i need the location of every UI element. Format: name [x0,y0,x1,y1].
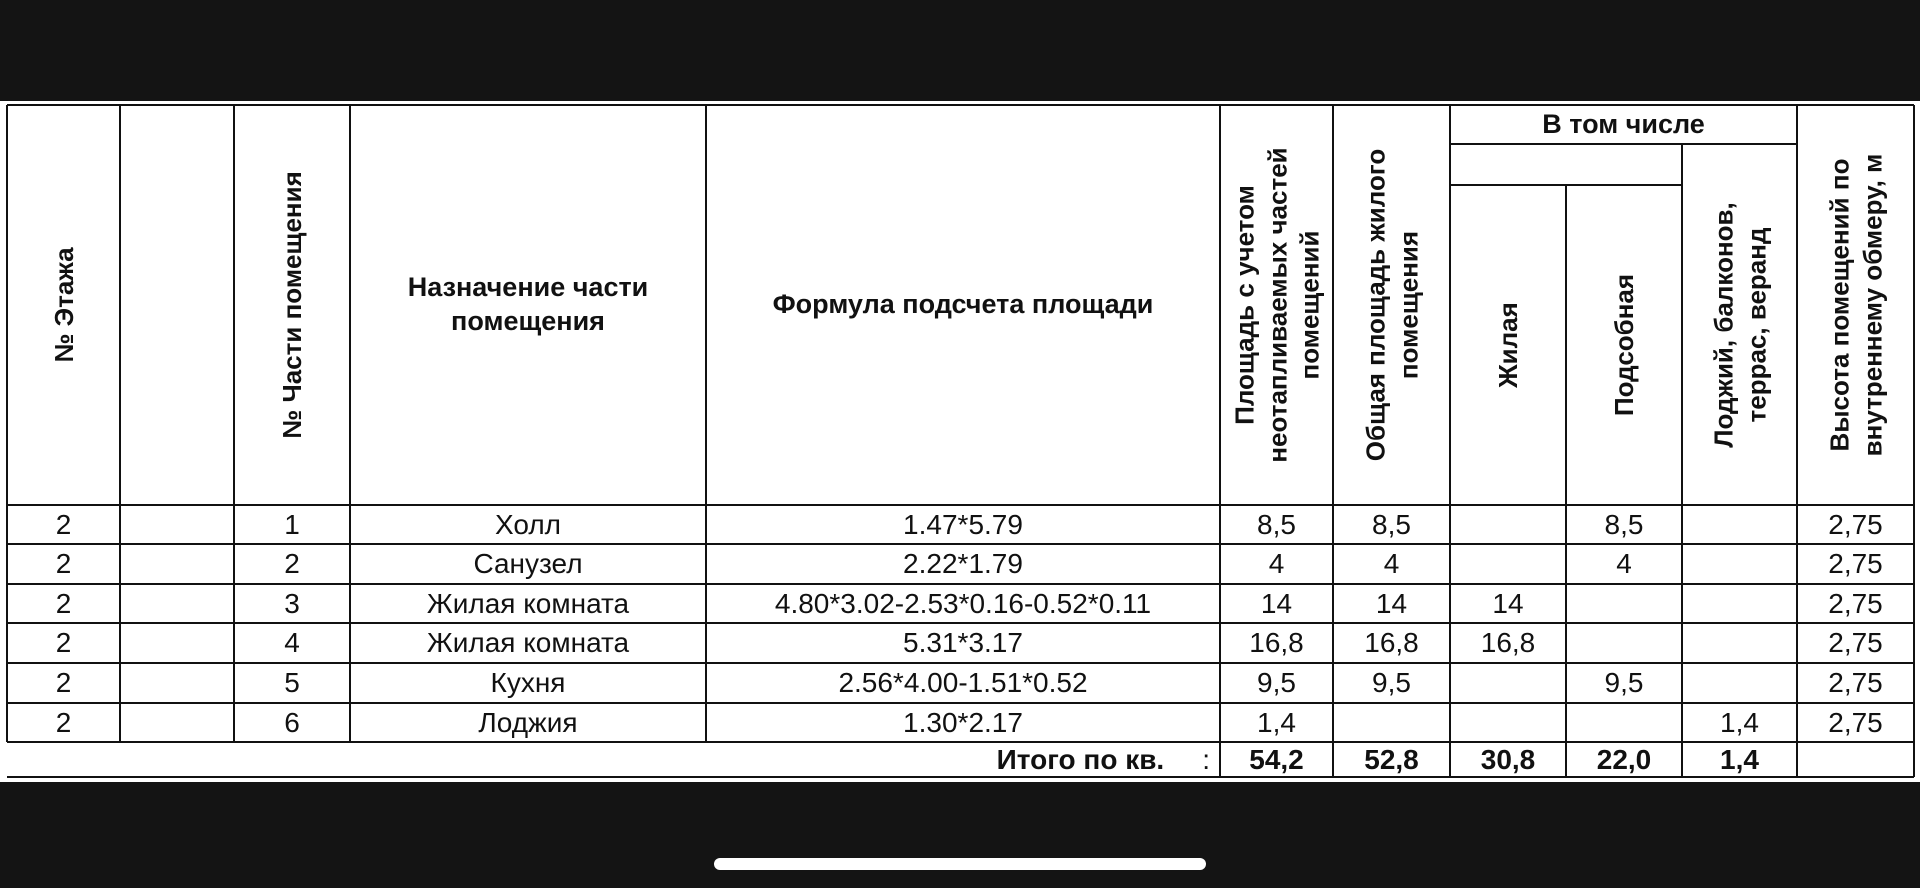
totals-loggia: 1,4 [1720,743,1759,775]
cell-height: 2,75 [1828,706,1883,738]
cell-aux [1566,703,1682,742]
cell-formula: 2.22*1.79 [903,548,1023,579]
cell-floor: 2 [55,548,72,579]
cell-height: 2,75 [1828,508,1883,540]
header-part-number: № Части помещения [276,171,307,439]
cell-total: 14 [1375,587,1408,619]
home-indicator-bar[interactable] [714,858,1206,870]
header-auxiliary: Подсобная [1608,273,1639,417]
cell-part: 6 [284,706,300,738]
header-total-living-area: Общая площадь жилого помещения [1360,148,1423,462]
cell-loggia [1682,505,1797,544]
cell-living [1450,505,1566,544]
header-height: Высота помещений по внутреннему обмеру, м [1824,153,1887,457]
header-loggias: Лоджий, балконов, террас, веранд [1708,201,1771,448]
cell-part: 4 [284,627,300,658]
totals-aux: 22,0 [1596,743,1652,775]
cell-purpose: Жилая комната [426,587,630,619]
cell-part: 3 [284,587,300,619]
cell-aux: 8,5 [1604,508,1644,540]
cell-formula: 2.56*4.00-1.51*0.52 [838,667,1088,698]
cell-formula: 1.47*5.79 [903,508,1023,540]
cell-height: 2,75 [1828,627,1883,658]
totals-label: Итого по кв. [996,743,1165,775]
cell-formula: 4.80*3.02-2.53*0.16-0.52*0.11 [774,587,1152,619]
cell-area: 4 [1268,548,1285,579]
cell-part: 1 [284,508,300,540]
cell-loggia [1682,544,1797,584]
header-formula: Формула подсчета площади [772,289,1154,320]
cell-height: 2,75 [1828,548,1883,579]
cell-area: 1,4 [1257,706,1296,738]
header-area-with-unheated: Площадь с учетом неотапливаемых частей помещений [1228,147,1324,463]
totals-colon: : [1202,743,1210,775]
cell-purpose: Холл [495,508,561,540]
cell-aux [1566,584,1682,623]
cell-loggia: 1,4 [1720,706,1759,738]
cell-living [1450,544,1566,584]
totals-total: 52,8 [1364,743,1419,775]
cell-floor: 2 [55,508,72,540]
cell-floor: 2 [55,667,72,698]
document-sheet [0,101,1920,782]
cell-aux: 9,5 [1604,667,1644,698]
cell-total: 8,5 [1372,508,1411,540]
header-floor: № Этажа [48,247,79,363]
cell-area: 8,5 [1257,508,1296,540]
cell-part: 2 [284,548,300,579]
cell-living: 14 [1492,587,1524,619]
cell-floor: 2 [55,587,72,619]
totals-living: 30,8 [1480,743,1536,775]
cell-purpose: Кухня [490,667,566,698]
cell-area: 14 [1260,587,1293,619]
cell-area: 16,8 [1249,627,1304,658]
cell-total: 9,5 [1372,667,1411,698]
cell-total: 4 [1383,548,1400,579]
cell-loggia [1682,663,1797,703]
cell-floor: 2 [55,627,72,658]
cell-total: 16,8 [1364,627,1419,658]
cell-purpose: Лоджия [478,706,578,738]
cell-living [1450,703,1566,742]
totals-area: 54,2 [1249,743,1304,775]
cell-living [1450,663,1566,703]
cell-loggia [1682,623,1797,663]
totals-label-cell [706,742,1220,777]
cell-area: 9,5 [1257,667,1296,698]
cell-formula: 5.31*3.17 [903,627,1023,658]
cell-purpose: Санузел [473,548,583,579]
cell-height: 2,75 [1828,587,1883,619]
header-living: Жилая [1492,302,1523,388]
cell-living: 16,8 [1480,627,1536,658]
cell-part: 5 [284,667,300,698]
header-purpose: Назначение части помещения [407,272,649,336]
cell-aux [1566,623,1682,663]
header-including: В том числе [1542,108,1705,139]
cell-formula: 1.30*2.17 [903,706,1023,738]
cell-total [1333,703,1450,742]
cell-loggia [1682,584,1797,623]
cell-floor: 2 [55,706,72,738]
cell-aux: 4 [1616,548,1632,579]
cell-purpose: Жилая комната [426,627,630,658]
cell-height: 2,75 [1828,667,1883,698]
